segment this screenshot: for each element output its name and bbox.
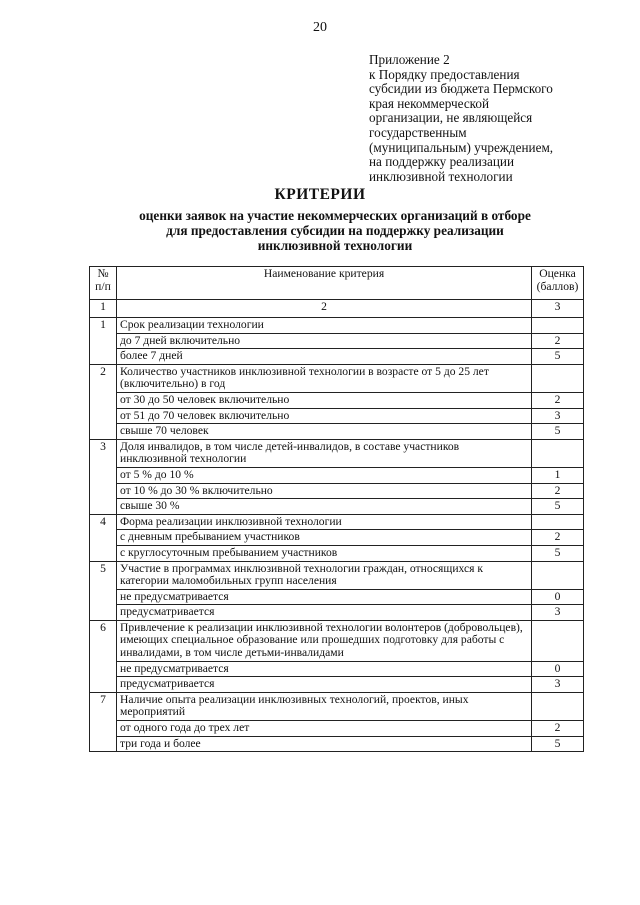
criterion-row [90, 692, 584, 720]
criterion-row [90, 364, 584, 392]
option-row [90, 605, 584, 621]
criterion-number: 7 [90, 692, 117, 751]
column-number: 3 [532, 300, 584, 318]
option-label: от 30 до 50 человек включительно [117, 392, 532, 408]
option-score: 3 [532, 605, 584, 621]
header-name: Наименование критерия [117, 267, 532, 300]
option-row [90, 677, 584, 693]
appendix-line: Приложение 2 [369, 52, 450, 67]
option-label: свыше 70 человек [117, 424, 532, 440]
option-row [90, 545, 584, 561]
option-row [90, 530, 584, 546]
option-score: 3 [532, 408, 584, 424]
criterion-score-empty [532, 692, 584, 720]
appendix-line: субсидии из бюджета Пермского [369, 81, 553, 97]
criterion-name: Форма реализации инклюзивной технологии [117, 514, 532, 530]
criterion-name: Количество участников инклюзивной технологии в возрасте от 5 до 25 лет (включительно) в год [117, 364, 532, 392]
criterion-score-empty [532, 439, 584, 467]
option-label: с круглосуточным пребыванием участников [117, 545, 532, 561]
option-score: 5 [532, 736, 584, 752]
option-label: свыше 30 % [117, 499, 532, 515]
criterion-score-empty [532, 620, 584, 661]
criterion-row [90, 620, 584, 661]
criterion-name: Доля инвалидов, в том числе детей-инвалидов, в составе участников инклюзивной технологии [117, 439, 532, 467]
column-number: 1 [90, 300, 117, 318]
option-label: от одного года до трех лет [117, 721, 532, 737]
option-score: 5 [532, 349, 584, 365]
criteria-table [89, 266, 584, 752]
option-label: более 7 дней [117, 349, 532, 365]
option-label: до 7 дней включительно [117, 333, 532, 349]
option-score: 2 [532, 333, 584, 349]
criterion-name: Наличие опыта реализации инклюзивных технологий, проектов, иных мероприятий [117, 692, 532, 720]
criterion-score-empty [532, 514, 584, 530]
table-header-row [90, 267, 584, 300]
option-label: не предусматривается [117, 661, 532, 677]
option-score: 0 [532, 661, 584, 677]
option-row [90, 589, 584, 605]
document-subtitle [100, 208, 570, 253]
criterion-name: Привлечение к реализации инклюзивной технологии волонтеров (добровольцев), имеющих специальное образование или прошедших подготовку для работы с инвалидами, в том числе детьми-инвалидами [117, 620, 532, 661]
criterion-name: Участие в программах инклюзивной технологии граждан, относящихся к категории маломобильных групп населения [117, 561, 532, 589]
option-score: 5 [532, 424, 584, 440]
option-label: от 10 % до 30 % включительно [117, 483, 532, 499]
header-num: № п/п [90, 267, 117, 300]
appendix-line: края некоммерческой [369, 95, 490, 111]
criterion-row [90, 561, 584, 589]
option-label: предусматривается [117, 605, 532, 621]
option-score: 2 [532, 721, 584, 737]
appendix-line: государственным [369, 124, 467, 140]
criterion-number: 6 [90, 620, 117, 692]
page-number: 20 [313, 20, 327, 35]
option-label: предусматривается [117, 677, 532, 693]
option-score: 0 [532, 589, 584, 605]
criterion-row [90, 514, 584, 530]
criterion-row [90, 439, 584, 467]
option-label: от 5 % до 10 % [117, 467, 532, 483]
criterion-number: 2 [90, 364, 117, 439]
option-row [90, 392, 584, 408]
criterion-number: 3 [90, 439, 117, 514]
document-title: КРИТЕРИИ [274, 186, 366, 203]
criterion-number: 4 [90, 514, 117, 561]
option-label: с дневным пребыванием участников [117, 530, 532, 546]
option-label: от 51 до 70 человек включительно [117, 408, 532, 424]
criterion-row [90, 318, 584, 334]
appendix-line: организации, не являющейся [369, 110, 533, 126]
option-row [90, 424, 584, 440]
column-number-row [90, 300, 584, 318]
option-row [90, 721, 584, 737]
subtitle-line: оценки заявок на участие некоммерческих организаций в отборе [139, 208, 531, 223]
option-score: 2 [532, 530, 584, 546]
option-row [90, 483, 584, 499]
option-score: 1 [532, 467, 584, 483]
criterion-number: 1 [90, 318, 117, 365]
option-score: 3 [532, 677, 584, 693]
option-row [90, 736, 584, 752]
option-row [90, 661, 584, 677]
column-number: 2 [117, 300, 532, 318]
option-row [90, 408, 584, 424]
appendix-line: инклюзивной технологии [369, 168, 513, 184]
option-label: три года и более [117, 736, 532, 752]
option-row [90, 499, 584, 515]
subtitle-line: инклюзивной технологии [257, 238, 413, 253]
option-row [90, 333, 584, 349]
criterion-name: Срок реализации технологии [117, 318, 532, 334]
header-score: Оценка (баллов) [532, 267, 584, 300]
criterion-score-empty [532, 318, 584, 334]
option-score: 5 [532, 499, 584, 515]
appendix-line: на поддержку реализации [369, 154, 515, 170]
subtitle-line: для предоставления субсидии на поддержку реализации [166, 223, 504, 238]
option-score: 5 [532, 545, 584, 561]
option-score: 2 [532, 483, 584, 499]
appendix-note [369, 53, 631, 184]
criterion-score-empty [532, 561, 584, 589]
criteria-table-body [90, 267, 584, 752]
option-row [90, 467, 584, 483]
appendix-line: к Порядку предоставления [369, 66, 520, 82]
option-label: не предусматривается [117, 589, 532, 605]
criterion-number: 5 [90, 561, 117, 620]
appendix-line: (муниципальным) учреждением, [369, 139, 554, 155]
option-score: 2 [532, 392, 584, 408]
criterion-score-empty [532, 364, 584, 392]
option-row [90, 349, 584, 365]
